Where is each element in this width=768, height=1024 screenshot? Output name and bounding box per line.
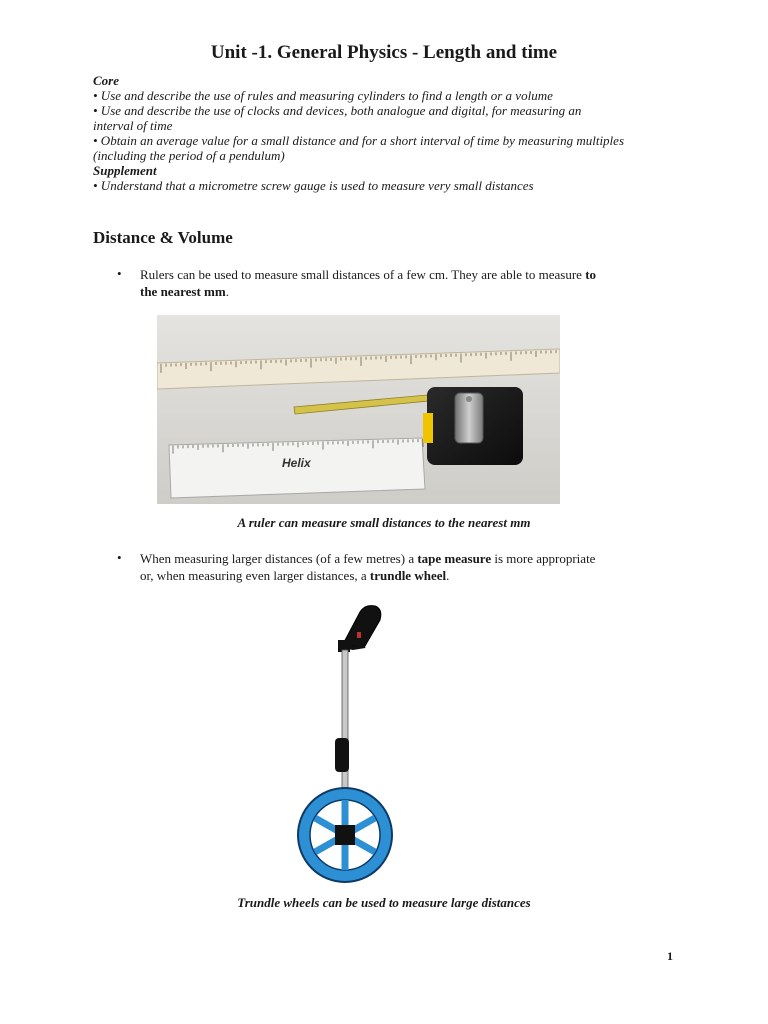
bullet-marker-2: • bbox=[117, 550, 122, 565]
bullet-rulers-text: Rulers can be used to measure small distances of a few cm. They are able to measure bbox=[140, 267, 586, 282]
core-objective-1: • Use and describe the use of rules and measuring cylinders to find a length or a volume bbox=[93, 88, 553, 103]
bullet-trundle-bold: trundle wheel bbox=[369, 568, 447, 583]
core-objective-3b: (including the period of a pendulum) bbox=[93, 148, 285, 163]
bullet-tape-bold: tape measure bbox=[417, 551, 492, 566]
tape-measure-case bbox=[423, 387, 523, 465]
syllabus-objectives bbox=[93, 73, 693, 193]
plastic-ruler bbox=[169, 438, 425, 498]
page-number: 1 bbox=[667, 949, 673, 963]
section-heading: Distance & Volume bbox=[93, 228, 233, 247]
core-objective-2a: • Use and describe the use of clocks and devices, both analogue and digital, for measuring an bbox=[93, 103, 582, 118]
bullet-rulers bbox=[140, 266, 680, 300]
bullet-tape-trundle bbox=[140, 550, 680, 584]
core-heading: Core bbox=[93, 73, 119, 88]
bullet-rulers-bold-2: the nearest mm bbox=[140, 284, 226, 299]
bullet-rulers-bold: to bbox=[585, 267, 597, 282]
caption-trundle: Trundle wheels can be used to measure large distances bbox=[237, 895, 531, 910]
bullet-tape-text: When measuring larger distances (of a few metres) a bbox=[140, 551, 418, 566]
bullet-tape-text-2: is more appropriate bbox=[491, 551, 596, 566]
bullet-marker: • bbox=[117, 266, 122, 281]
ruler-tape-measure-photo bbox=[157, 315, 560, 504]
page-title: Unit -1. General Physics - Length and time bbox=[210, 42, 558, 63]
bullet-trundle-text: or, when measuring even larger distances, a bbox=[140, 568, 370, 583]
core-objective-3a: • Obtain an average value for a small distance and for a short interval of time by measuring multiples bbox=[93, 133, 625, 148]
trundle-handle bbox=[338, 606, 381, 652]
helix-brand: Helix bbox=[282, 456, 311, 470]
core-objective-2b: interval of time bbox=[93, 118, 173, 133]
trundle-wheel-illustration bbox=[285, 600, 395, 885]
bullet-rulers-end: . bbox=[225, 284, 229, 299]
bullet-trundle-end: . bbox=[446, 568, 450, 583]
trundle-wheel bbox=[298, 788, 392, 882]
caption-ruler: A ruler can measure small distances to the nearest mm bbox=[237, 515, 531, 530]
trundle-grip bbox=[335, 738, 349, 772]
supplement-objective-1: • Understand that a micrometre screw gauge is used to measure very small distances bbox=[93, 178, 534, 193]
supplement-heading: Supplement bbox=[93, 163, 157, 178]
